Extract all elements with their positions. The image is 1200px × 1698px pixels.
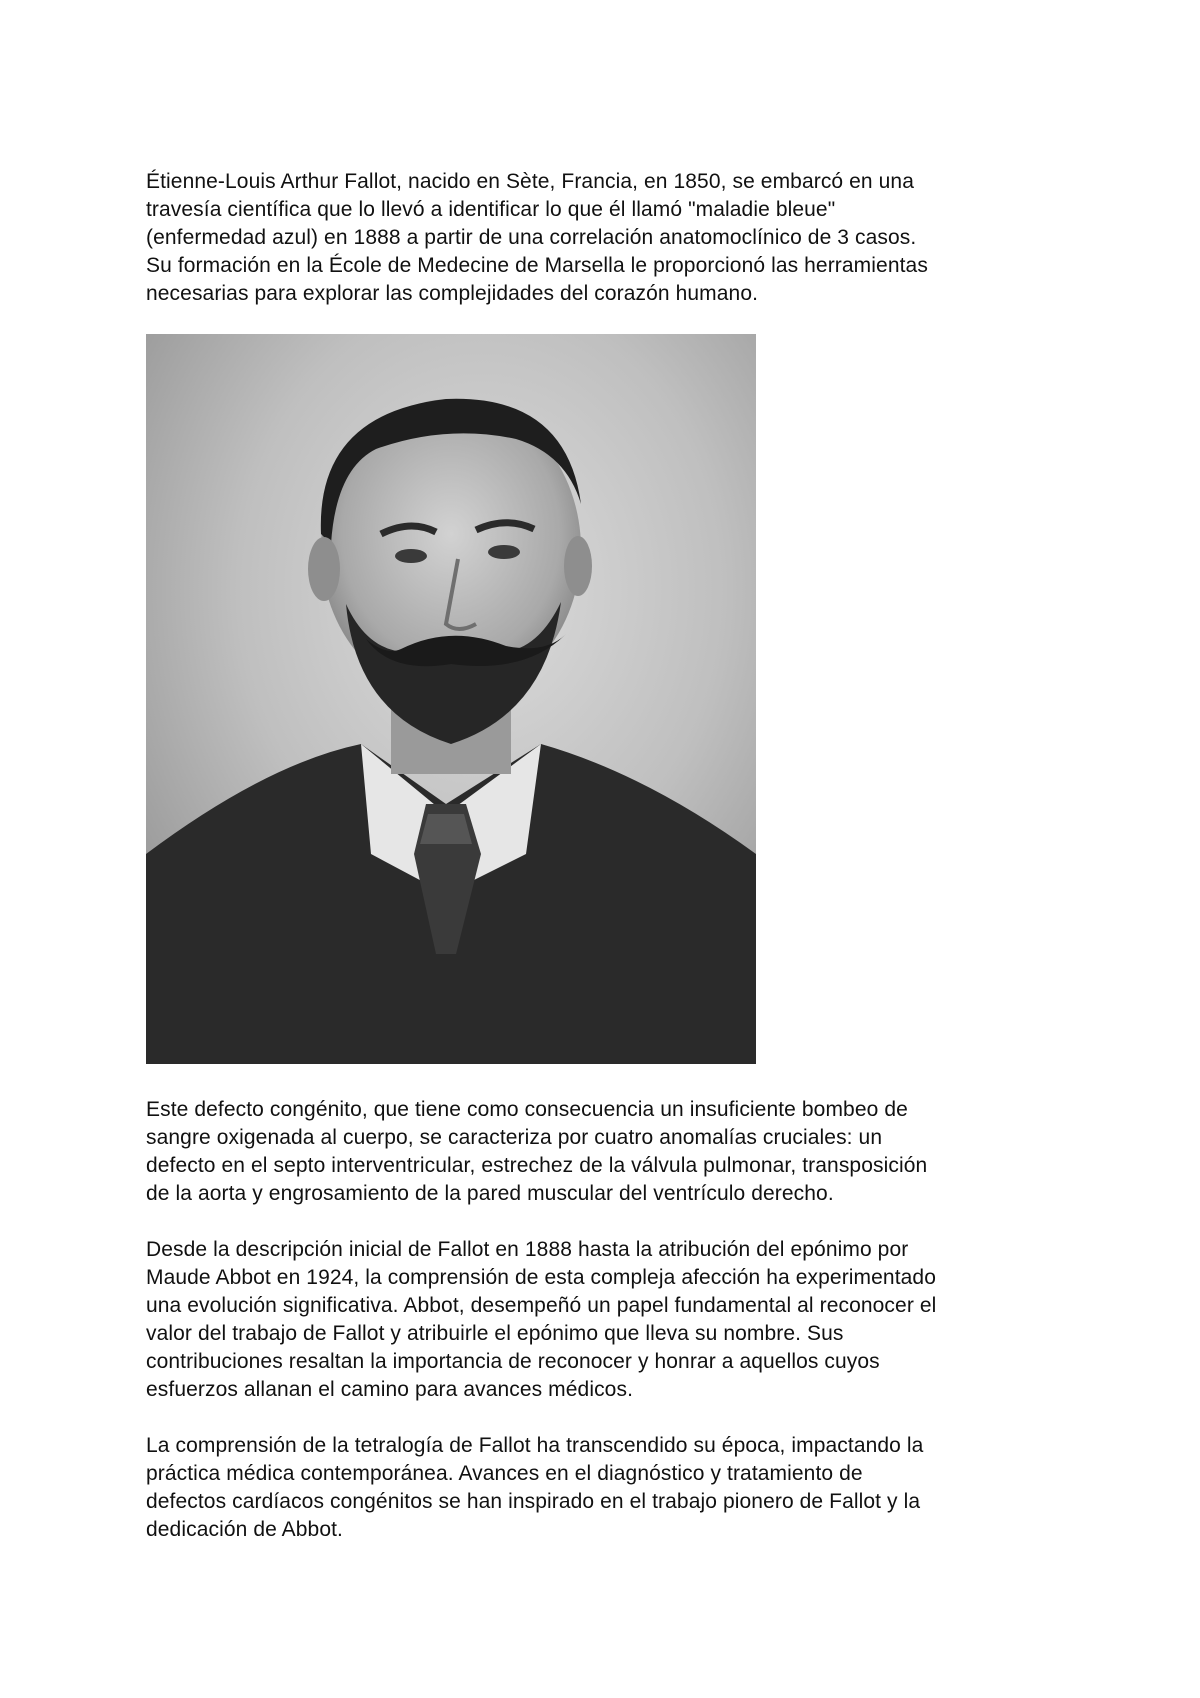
- paragraph-legacy: La comprensión de la tetralogía de Fallot ha transcendido su época, impactando la práctica médica contemporánea. Avances en el diagnóstico y tratamiento de defectos cardíacos congénitos se han inspirado en el trabajo pionero de Fallot y la dedicación de Abbot.: [146, 1434, 924, 1541]
- paragraph-intro: Étienne-Louis Arthur Fallot, nacido en Sète, Francia, en 1850, se embarcó en una travesía científica que lo llevó a identificar lo que él llamó "maladie bleue" (enfermedad azul) en 1888 a partir de una correlación anatomoclínico de 3 casos. Su formación en la École de Medecine de Marsella le proporcionó las herramientas necesarias para explorar las complejidades del corazón humano.: [146, 170, 928, 305]
- paragraph-defect: Este defecto congénito, que tiene como consecuencia un insuficiente bombeo de sangre oxigenada al cuerpo, se caracteriza por cuatro anomalías cruciales: un defecto en el septo interventricular, estrechez de la válvula pulmonar, transposición de la aorta y engrosamiento de la pared muscular del ventrículo derecho.: [146, 1098, 928, 1205]
- portrait-photo: [146, 334, 756, 1064]
- document-body: [146, 168, 1066, 1544]
- portrait-illustration: [146, 334, 756, 1064]
- paragraph-history: Desde la descripción inicial de Fallot en 1888 hasta la atribución del epónimo por Maude Abbot en 1924, la comprensión de esta compleja afección ha experimentado una evolución significativa. Abbot, desempeñó un papel fundamental al reconocer el valor del trabajo de Fallot y atribuirle el epónimo que lleva su nombre. Sus contribuciones resaltan la importancia de reconocer y honrar a aquellos cuyos esfuerzos allanan el camino para avances médicos.: [146, 1238, 937, 1401]
